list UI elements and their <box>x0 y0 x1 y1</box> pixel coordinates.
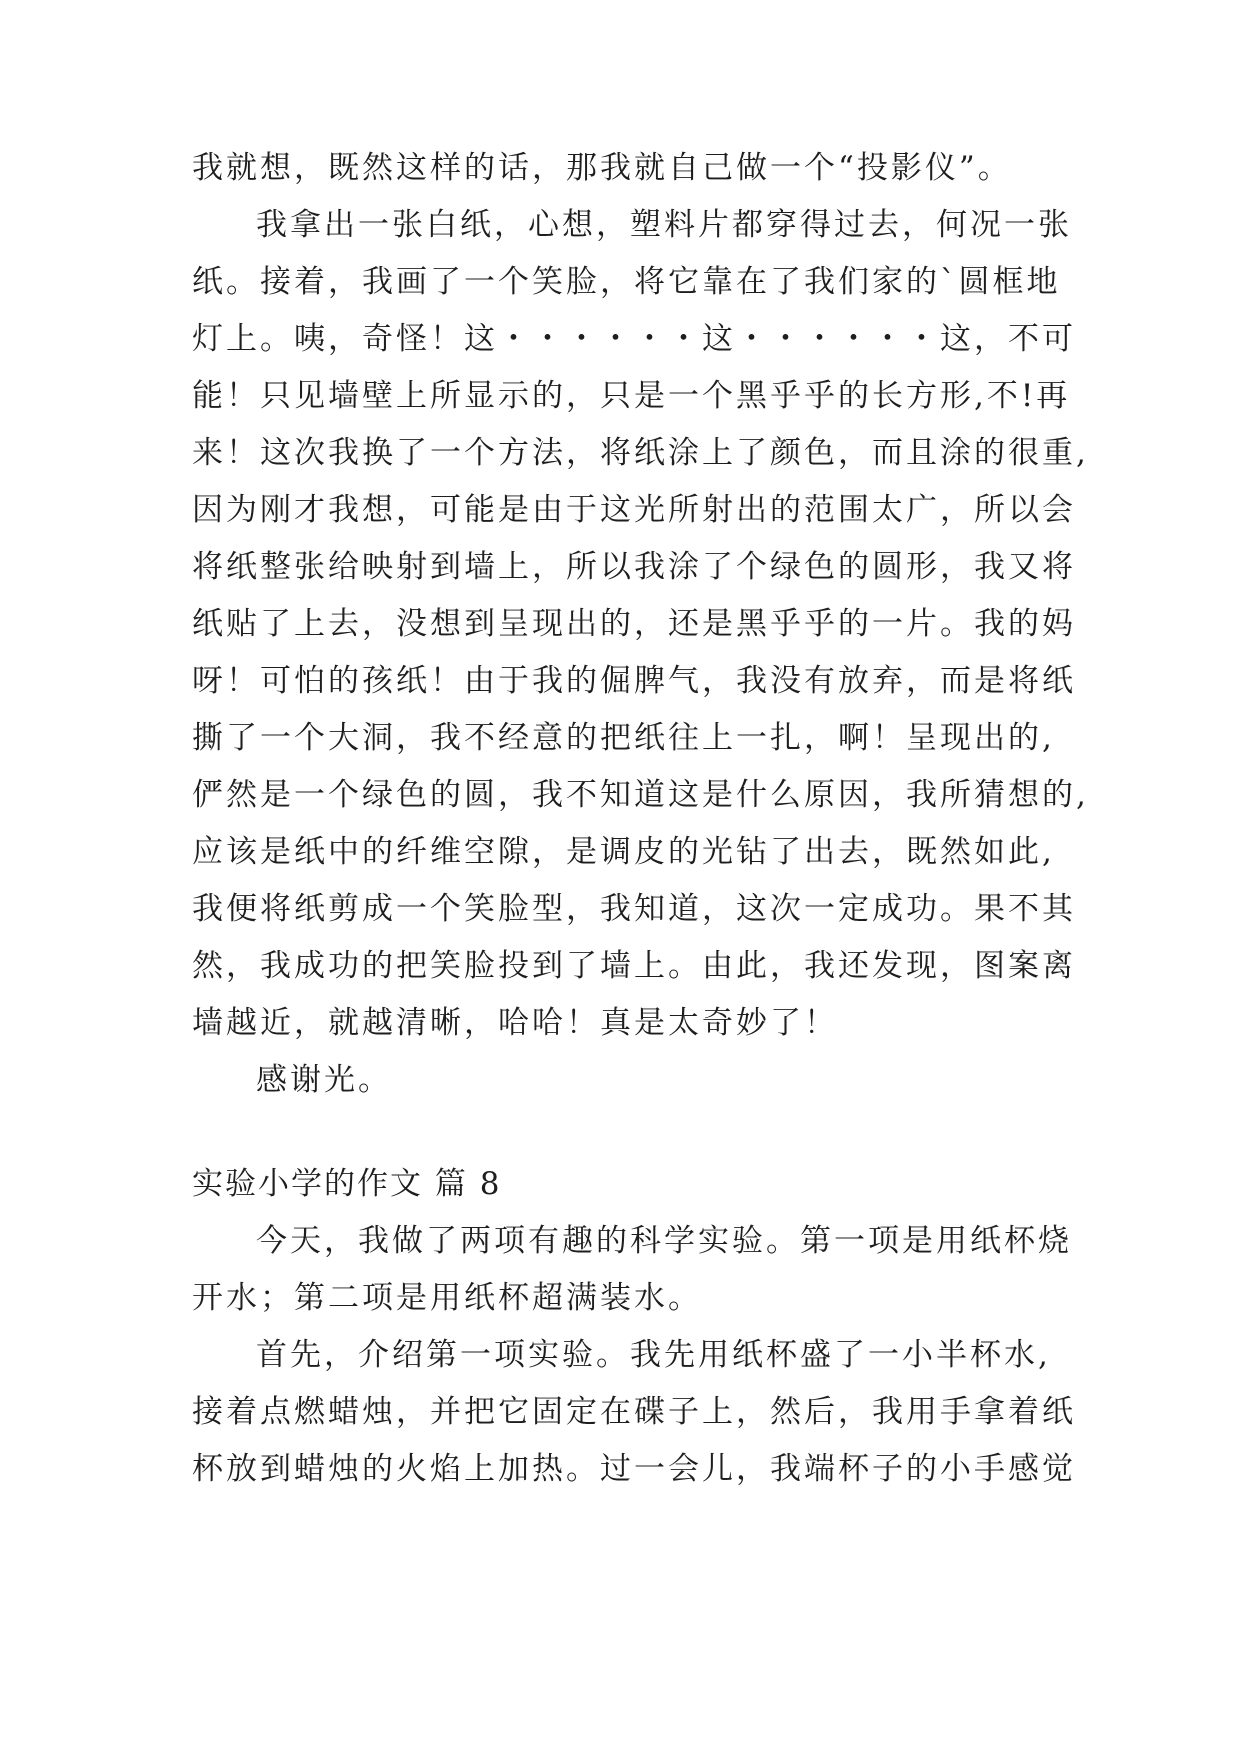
paragraph-line: 能！只见墙壁上所显示的，只是一个黑乎乎的长方形,不!再 <box>192 378 1071 414</box>
section-heading: 实验小学的作文 篇 8 <box>192 1166 502 1202</box>
paragraph-line: 杯放到蜡烛的火焰上加热。过一会儿，我端杯子的小手感觉 <box>192 1451 1076 1487</box>
paragraph-line: 俨然是一个绿色的圆，我不知道这是什么原因，我所猜想的, <box>192 777 1089 813</box>
paragraph-line: 纸贴了上去，没想到呈现出的，还是黑乎乎的一片。我的妈 <box>192 606 1076 642</box>
paragraph-line: 来！这次我换了一个方法，将纸涂上了颜色，而且涂的很重, <box>192 435 1089 471</box>
paragraph-line: 应该是纸中的纤维空隙，是调皮的光钻了出去，既然如此, <box>192 834 1055 870</box>
paragraph-line: 今天，我做了两项有趣的科学实验。第一项是用纸杯烧 <box>256 1223 1072 1259</box>
paragraph-line: 我拿出一张白纸，心想，塑料片都穿得过去，何况一张 <box>256 207 1072 243</box>
paragraph-line: 首先，介绍第一项实验。我先用纸杯盛了一小半杯水, <box>256 1337 1051 1373</box>
paragraph-line: 将纸整张给映射到墙上，所以我涂了个绿色的圆形，我又将 <box>192 549 1076 585</box>
paragraph-line: 开水；第二项是用纸杯超满装水。 <box>192 1280 702 1316</box>
paragraph-line: 灯上。咦，奇怪！这・・・・・・这・・・・・・这，不可 <box>192 321 1076 357</box>
paragraph-line: 墙越近，就越清晰，哈哈！真是太奇妙了！ <box>192 1005 838 1041</box>
paragraph-line: 接着点燃蜡烛，并把它固定在碟子上，然后，我用手拿着纸 <box>192 1394 1076 1430</box>
paragraph-line: 因为刚才我想，可能是由于这光所射出的范围太广，所以会 <box>192 492 1076 528</box>
paragraph-line: 呀！可怕的孩纸！由于我的倔脾气，我没有放弃，而是将纸 <box>192 663 1076 699</box>
paragraph-line: 撕了一个大洞，我不经意的把纸往上一扎，啊！呈现出的, <box>192 720 1055 756</box>
paragraph-line: 纸。接着，我画了一个笑脸，将它靠在了我们家的`圆框地 <box>192 264 1061 300</box>
paragraph-line: 然，我成功的把笑脸投到了墙上。由此，我还发现，图案离 <box>192 948 1076 984</box>
paragraph-line: 我就想，既然这样的话，那我就自己做一个“投影仪”。 <box>192 150 1012 186</box>
paragraph-line: 感谢光。 <box>256 1062 392 1098</box>
paragraph-line: 我便将纸剪成一个笑脸型，我知道，这次一定成功。果不其 <box>192 891 1076 927</box>
